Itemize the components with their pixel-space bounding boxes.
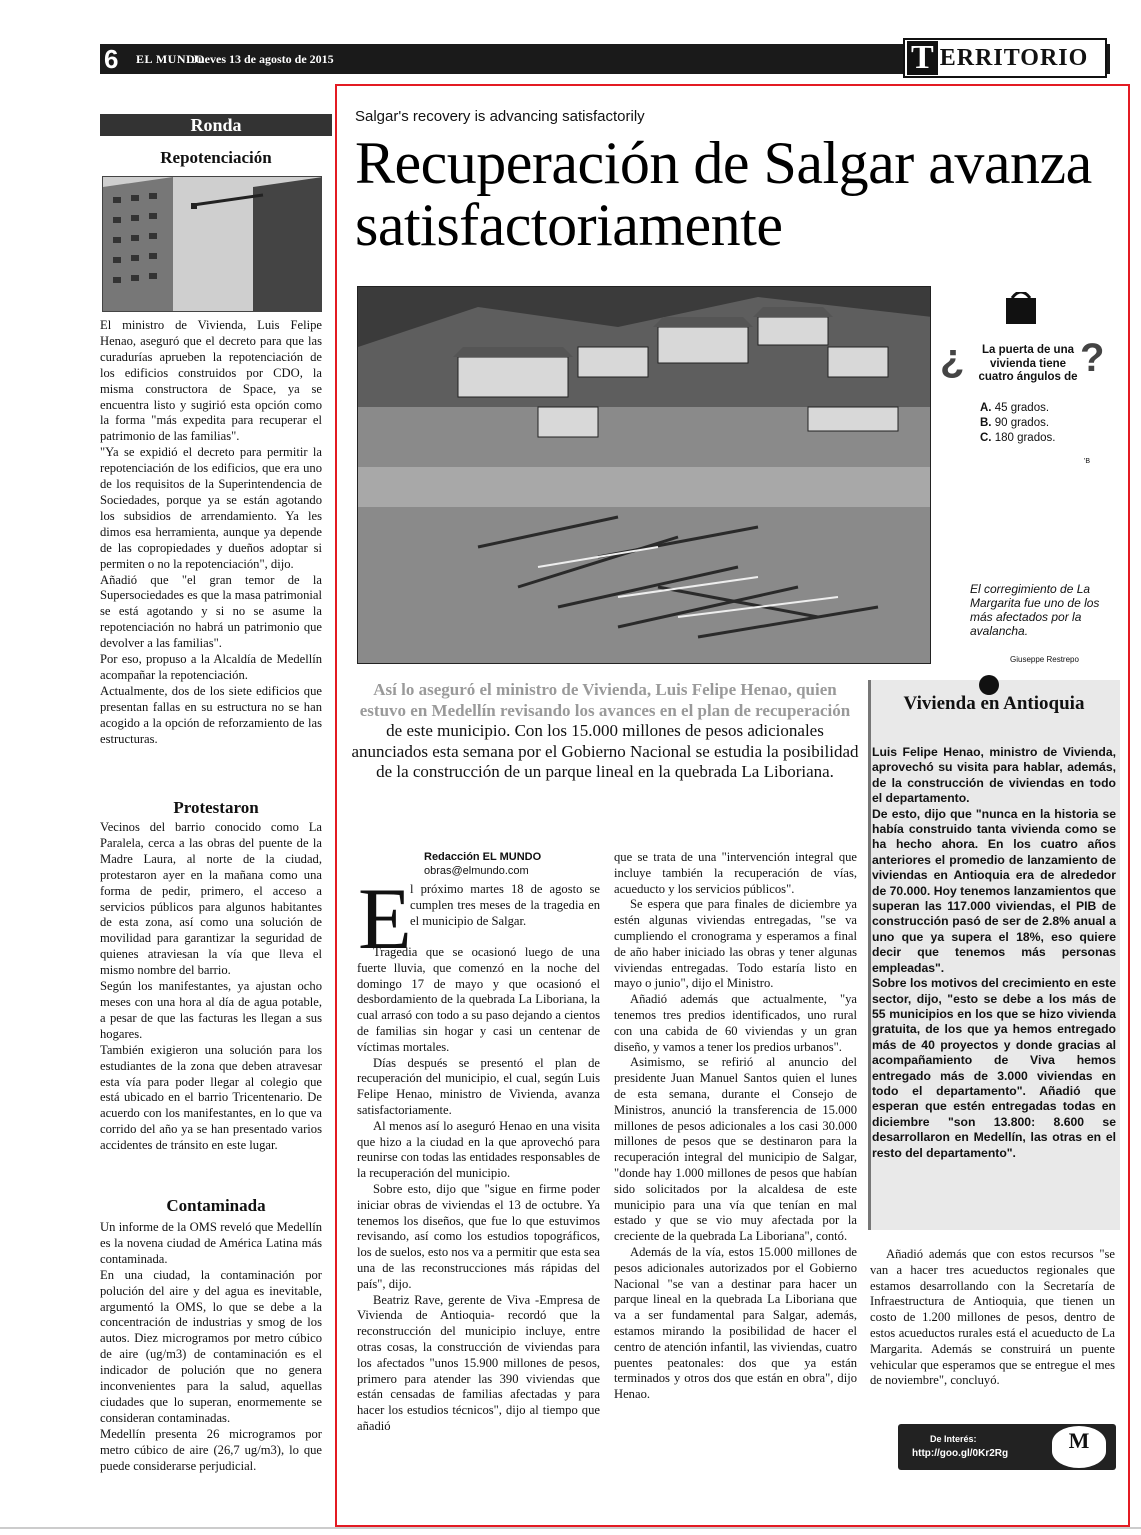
section-initial: T: [907, 41, 938, 75]
lead-rest: de este municipio. Con los 15.000 millones de pesos adicionales anunciados esta semana por el Gobierno Nacional se estudia la posibilidad de la construcción de un parque lineal en la quebrada La Liboriana.: [351, 721, 859, 781]
body-col3: [870, 1247, 1115, 1389]
article-lead: [350, 680, 860, 783]
body-col1-top: [410, 882, 600, 929]
link-url[interactable]: http://goo.gl/0Kr2Rg: [912, 1448, 1009, 1459]
paragraph: Añadió que "el gran temor de la Supersociedades es que la masa patrimonial se está agotando y si no se asume la repotenciación no habrá un patrimonio que devolver a las familias".: [100, 572, 322, 651]
paragraph: Luis Felipe Henao, ministro de Vivienda, aprovechó su visita para hablar, además, de la construcción de viviendas en todo el departamento.: [872, 745, 1116, 806]
section-title-contaminada: Contaminada: [166, 1196, 266, 1215]
landslide-scene: [358, 287, 931, 664]
section-title-protestaron: Protestaron: [173, 798, 259, 817]
question-mark-close-icon: ?: [1080, 336, 1105, 380]
trivia-answer: 'B: [1084, 458, 1091, 465]
paragraph: En una ciudad, la contaminación por polución del aire y del agua es inevitable, argumentó la OMS, lo que se debe a la concentración de industrias y smog de los autos. Diez microgramos por metro cúbico de aire (ug/m3) de contaminación es el indicador de polución que no genera inconvenientes para la salud, aquellas ciudades que lo superan, enormemente se consideran contaminadas.: [100, 1267, 322, 1425]
building-illustration: [103, 177, 322, 312]
headline: Recuperación de Salgar avanza satisfactoriamente: [355, 130, 1092, 258]
english-kicker: Salgar's recovery is advancing satisfactorily: [355, 108, 645, 125]
paragraph: Medellín presenta 26 microgramos por metro cúbico de aire (26,7 ug/m3), lo que puede considerarse perjudicial.: [100, 1426, 322, 1473]
paragraph: Se espera que para finales de diciembre ya estén algunas viviendas entregadas, "se va cumpliendo el cronograma y esperamos a final de año haber iniciado las obras y tener algunas viviendas entregadas. Todo estaría listo en mayo o junio", dijo el Ministro.: [614, 897, 857, 991]
paragraph: Según los manifestantes, ya ajustan ocho meses con una hora al día de agua potable, a pesar de que las facturas les llegan a sus hogares.: [100, 979, 322, 1041]
body-col2: [614, 850, 857, 1403]
page-bottom-rule: [0, 1527, 1141, 1529]
contaminada-body: [100, 1220, 322, 1475]
option-text: 180 grados.: [994, 432, 1056, 444]
building-photo: [102, 176, 322, 312]
sidebar-title: Vivienda en Antioquia: [903, 693, 1085, 714]
paragraph: Beatriz Rave, gerente de Viva -Empresa de Vivienda de Antioquia- recordó que la reconstrucción del municipio incluye, entre otras cosas, la construcción de viviendas para los afectados "unos 15.900 millones de pesos, primero para atender las 390 viviendas que están censadas de familias afectadas y para hacer los estudios técnicos", dijo al tiempo que añadió: [357, 1292, 600, 1433]
option-letter: B.: [980, 417, 992, 429]
lead-highlight: Así lo aseguró el ministro de Vivienda, Luis Felipe Henao, quien estuvo en Medellín revisando los avances en el plan de recuperación: [359, 680, 851, 720]
byline-name: Redacción EL MUNDO: [424, 851, 542, 863]
trivia-question: La puerta de una vivienda tiene cuatro ángulos de: [978, 344, 1078, 383]
issue-date: Jueves 13 de agosto de 2015: [192, 52, 334, 66]
paragraph: Un informe de la OMS reveló que Medellín es la novena ciudad de América Latina más contaminada.: [100, 1220, 322, 1266]
option-text: 90 grados.: [994, 417, 1050, 429]
section-name: ERRITORIO: [939, 44, 1089, 71]
salgar-photo: [357, 286, 931, 664]
page-number: 6: [104, 44, 119, 74]
ronda-banner: Ronda: [100, 114, 332, 136]
paragraph: Sobre esto, dijo que "sigue en firme poder iniciar obras de viviendas el 13 de octubre. Ya tenemos los diseños, que fue lo que estuvimos revisando, así como los estudios topográficos, los de suelos, esto nos va a permitir que esta sea una de las reconstrucciones más rápidas del país", dijo.: [357, 1181, 600, 1291]
paragraph: Sobre los motivos del crecimiento en este sector, dijo, "esto se debe a los más de 55 municipios en los que se hizo vivienda gratuita, de los que ya hemos entregado más de 40 proyectos y donde gracias al acompañamiento de Viva hemos entregado más de 3.000 viviendas en todo el departamento". Añadió que esperan que estén entregadas todas en diciembre "son 13.800: 8.600 se desarrollaron en Medellín, las otras en el resto del departamento".: [872, 976, 1116, 1160]
question-mark-open-icon: ¿: [940, 336, 965, 380]
trivia-card: [934, 292, 1112, 472]
drop-cap: E: [358, 871, 412, 968]
body-col1: [357, 945, 600, 1435]
photo-credit: Giuseppe Restrepo: [1010, 655, 1079, 664]
photo-caption: El corregimiento de La Margarita fue uno de los más afectados por la avalancha.: [970, 582, 1100, 638]
byline-email: obras@elmundo.com: [424, 865, 529, 877]
elmundo-logo-icon: M: [1052, 1426, 1106, 1468]
byline: [424, 850, 541, 878]
paragraph: Añadió además que con estos recursos "se van a hacer tres acueductos regionales que estamos desarrollando con la Secretaría de Infraestructura de Antioquia, que tienen un costo de 1.200 millones de pesos, dentro de estos acueductos rurales está el acueducto de La Margarita. Además se construirá un puente vehicular que esperamos que se entregue el mes de noviembre", concluyó.: [870, 1247, 1115, 1388]
paragraph: Tragedia que se ocasionó luego de una fuerte lluvia, que comenzó en la noche del domingo 17 de mayo y que ocasionó el desbordamiento de la quebrada La Liboriana, la cual arrasó con todo a su paso dejando a cientos de familias sin hogar y casi un centenar de víctimas mortales.: [357, 945, 600, 1054]
section-label: [903, 38, 1107, 78]
paragraph: Al menos así lo aseguró Henao en una visita que hizo a la ciudad en la que aprovechó para reunirse con todas las entidades responsables de la recuperación del municipio.: [357, 1118, 600, 1181]
paragraph: Además de la vía, estos 15.000 millones de pesos adicionales autorizados por el Gobierno Nacional "se van a destinar para hacer un parque lineal en la quebrada La Liboriana que va a ser fundamental para Salgar, además, estamos mirando la posibilidad de hacer el centro de atención infantil, las viviendas, cuatro puentes peatonales: dos que ya están terminados y otros dos que están en obra", dijo Henao.: [614, 1244, 857, 1402]
bullet-dot-icon: [979, 675, 999, 695]
paragraph: El ministro de Vivienda, Luis Felipe Henao, aseguró que el decreto para que las curadurías aprueben la repotenciación de los edificios construidos por CDO, la misma constructora de Space, ya se encuentra listo y sugirió esta opción como la forma "más expedita para recuperar el patrimonio de las familias".: [100, 318, 322, 444]
link-label: De Interés:: [930, 1434, 977, 1444]
trivia-option: [980, 432, 1055, 444]
paragraph: l próximo martes 18 de agosto se cumplen tres meses de la tragedia en el municipio de Salgar.: [410, 882, 600, 928]
paragraph: Vecinos del barrio conocido como La Paralela, cerca a las obras del puente de la Madre Laura, al norte de la ciudad, protestaron ayer en la mañana como una forma de pedir, primero, el acceso a servicios públicos para algunos habitantes de esta zona, así como una solución de movilidad para garantizar la seguridad de quienes atraviesan la vía que lleva el mismo nombre del barrio.: [100, 820, 322, 978]
option-letter: C.: [980, 432, 992, 444]
section-title-repotenciacion: Repotenciación: [160, 148, 272, 167]
paragraph: Por eso, propuso a la Alcaldía de Medellín acompañar la repotenciación.: [100, 652, 322, 682]
option-letter: A.: [980, 402, 992, 414]
trivia-option: [980, 417, 1049, 429]
sidebar-body: [872, 745, 1116, 1161]
repotenciacion-body: [100, 318, 322, 747]
paragraph: De esto, dijo que "nunca en la historia se había construido tanta vivienda como se ha hecho ahora. En los cuatro años anteriores el promedio de lanzamiento de viviendas en Antioquia era de alrededor de 70.000. Hoy tenemos lanzamientos que superan las 117.000 viviendas, el PIB de construcción pasó de ser de 2.8% anual a uno que ya supera el 18%, eso quiere decir que tenemos más personas empleadas".: [872, 806, 1116, 975]
newspaper-name: EL MUNDO: [136, 52, 206, 66]
paragraph: "Ya se expidió el decreto para permitir la repotenciación de los edificios, que era uno de los requisitos de la Superintendencia de Sociedades, porque ya se están agotando los subsidios de arrendamiento. Ya les dimos esa herramienta, aunque ya depende de las copropiedades y dueños adoptar si permiten o no la repotenciación", dijo.: [100, 445, 322, 571]
option-text: 45 grados.: [994, 402, 1050, 414]
paragraph: Asimismo, se refirió al anuncio del presidente Juan Manuel Santos quien el lunes de esta semana, durante el Consejo de Ministros, anunció la transferencia de 15.000 millones de pesos adicionales a los casi 30.000 millones de pesos que se destinaron para la recuperación integral del municipio de Salgar, "donde hay 1.000 millones de pesos que habían sido solicitados por la alcaldesa de este municipio para una vía que tenían en mal estado y que se vio muy afectada por la creciente de la quebrada La Liboriana", contó.: [614, 1055, 857, 1244]
paragraph: Días después se presentó el plan de recuperación del municipio, el cual, según Luis Felipe Henao, ministro de Vivienda, avanza satisfactoriamente.: [357, 1055, 600, 1117]
paragraph: Añadió además que actualmente, "ya tenemos tres predios identificados, uno rural con una cabida de 60 viviendas y un gran diseño, y vamos a tener los predios urbanos".: [614, 992, 857, 1054]
protestaron-body: [100, 820, 322, 1154]
paragraph: También exigieron una solución para los estudiantes de la zona que deben atravesar esta vía para poder llegar al colegio que está ubicado en el barrio Tricentenario. De acuerdo con los manifestantes, en lo que va corrido del año ya se han presentado varios accidentes de tránsito en este lugar.: [100, 1042, 322, 1153]
paragraph: que se trata de una "intervención integral que incluye también la recuperación de vías, acueducto y los servicios públicos".: [614, 850, 857, 896]
trivia-option: [980, 402, 1049, 414]
paragraph: Actualmente, dos de los siete edificios que presentan fallas en su estructura no se han acogido a la opción de reforzamiento de las estructuras.: [100, 683, 322, 746]
